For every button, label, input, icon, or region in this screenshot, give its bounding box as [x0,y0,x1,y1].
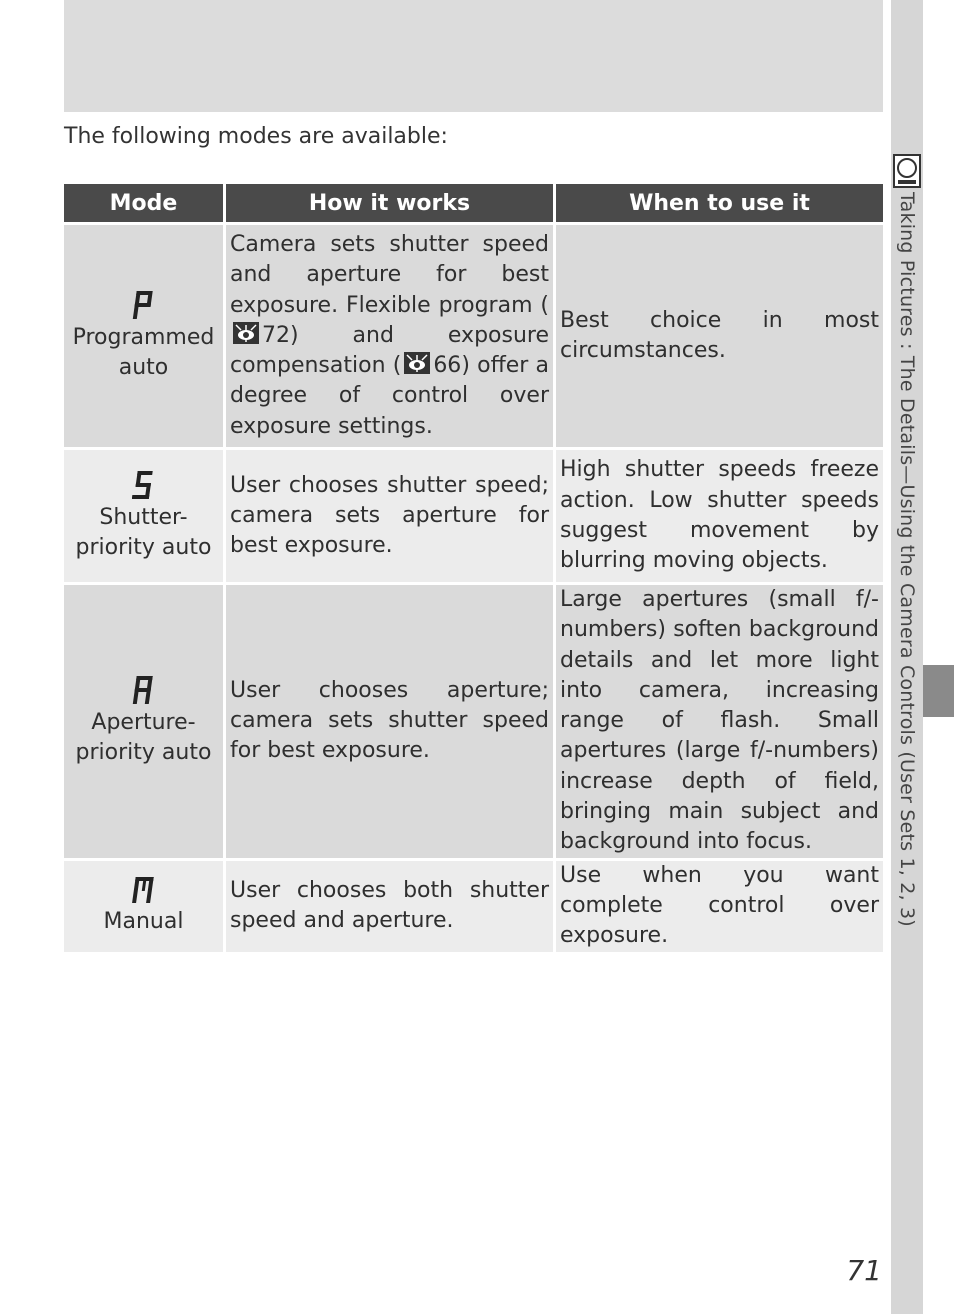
table-row-manual [64,861,883,952]
chapter-side-title: Taking Pictures : The Details—Using the Camera Controls (User Sets 1, 2, 3) [896,192,918,927]
mode-cell [64,450,223,582]
mode-name-line1: Shutter- [99,504,188,530]
mode-name-line2: priority auto [75,535,212,560]
how-text-part2: ) and exposure compensation ( [230,322,549,379]
mode-cell [64,861,223,952]
camera-mode-icon [893,154,921,188]
mode-s-lcd-icon [132,469,156,501]
when-to-use-cell: Use when you want complete control over exposure. [556,861,883,952]
mode-a-lcd-icon [132,674,156,706]
how-it-works-cell: User chooses shutter speed; camera sets aperture for best exposure. [226,450,553,582]
how-it-works-cell: User chooses both shutter speed and aperture. [226,861,553,952]
mode-p-lcd-icon [132,289,156,321]
when-to-use-cell: High shutter speeds freeze action. Low shutter speeds suggest movement by blurring moving objects. [556,450,883,582]
when-to-use-cell: Large apertures (small f/-numbers) soften background details and let more light into camera, increasing range of flash. Small apertures (large f/-numbers) increase depth of field, bringing main subject and background into focus. [556,585,883,858]
mode-name-line1: Programmed [72,324,215,350]
page-ref-66: 66 [433,353,462,379]
mode-name-line2: priority auto [75,740,212,766]
when-to-use-cell: Best choice in most circumstances. [556,225,883,447]
mode-name-line2: auto [118,355,169,380]
page-number: 71 [846,1254,882,1287]
mode-name-line1: Manual [103,908,184,934]
mode-m-lcd-icon [131,875,157,905]
mode-name-line1: Aperture- [91,710,196,736]
table-row-aperture-priority [64,585,883,858]
intro-text: The following modes are available: [64,124,448,149]
mode-cell [64,225,223,447]
how-it-works-cell [226,225,553,447]
header-how-it-works: How it works [226,184,553,222]
how-text-part1: Camera sets shutter speed and aperture for best exposure. Flexible program ( [230,231,549,318]
top-gray-banner [64,0,883,112]
modes-table [61,181,886,955]
header-mode: Mode [64,184,223,222]
page-ref-72: 72 [262,322,290,348]
table-row-programmed-auto [64,225,883,447]
book-eye-icon [403,351,431,375]
header-when-to-use: When to use it [556,184,883,222]
mode-cell [64,585,223,858]
book-eye-icon [232,321,260,345]
how-it-works-cell: User chooses aperture; camera sets shutter speed for best exposure. [226,585,553,858]
how-text-part3: ) offer a degree of control over exposure settings. [230,353,549,439]
chapter-thumb-tab [923,665,954,717]
table-header-row [64,184,883,222]
table-row-shutter-priority [64,450,883,582]
